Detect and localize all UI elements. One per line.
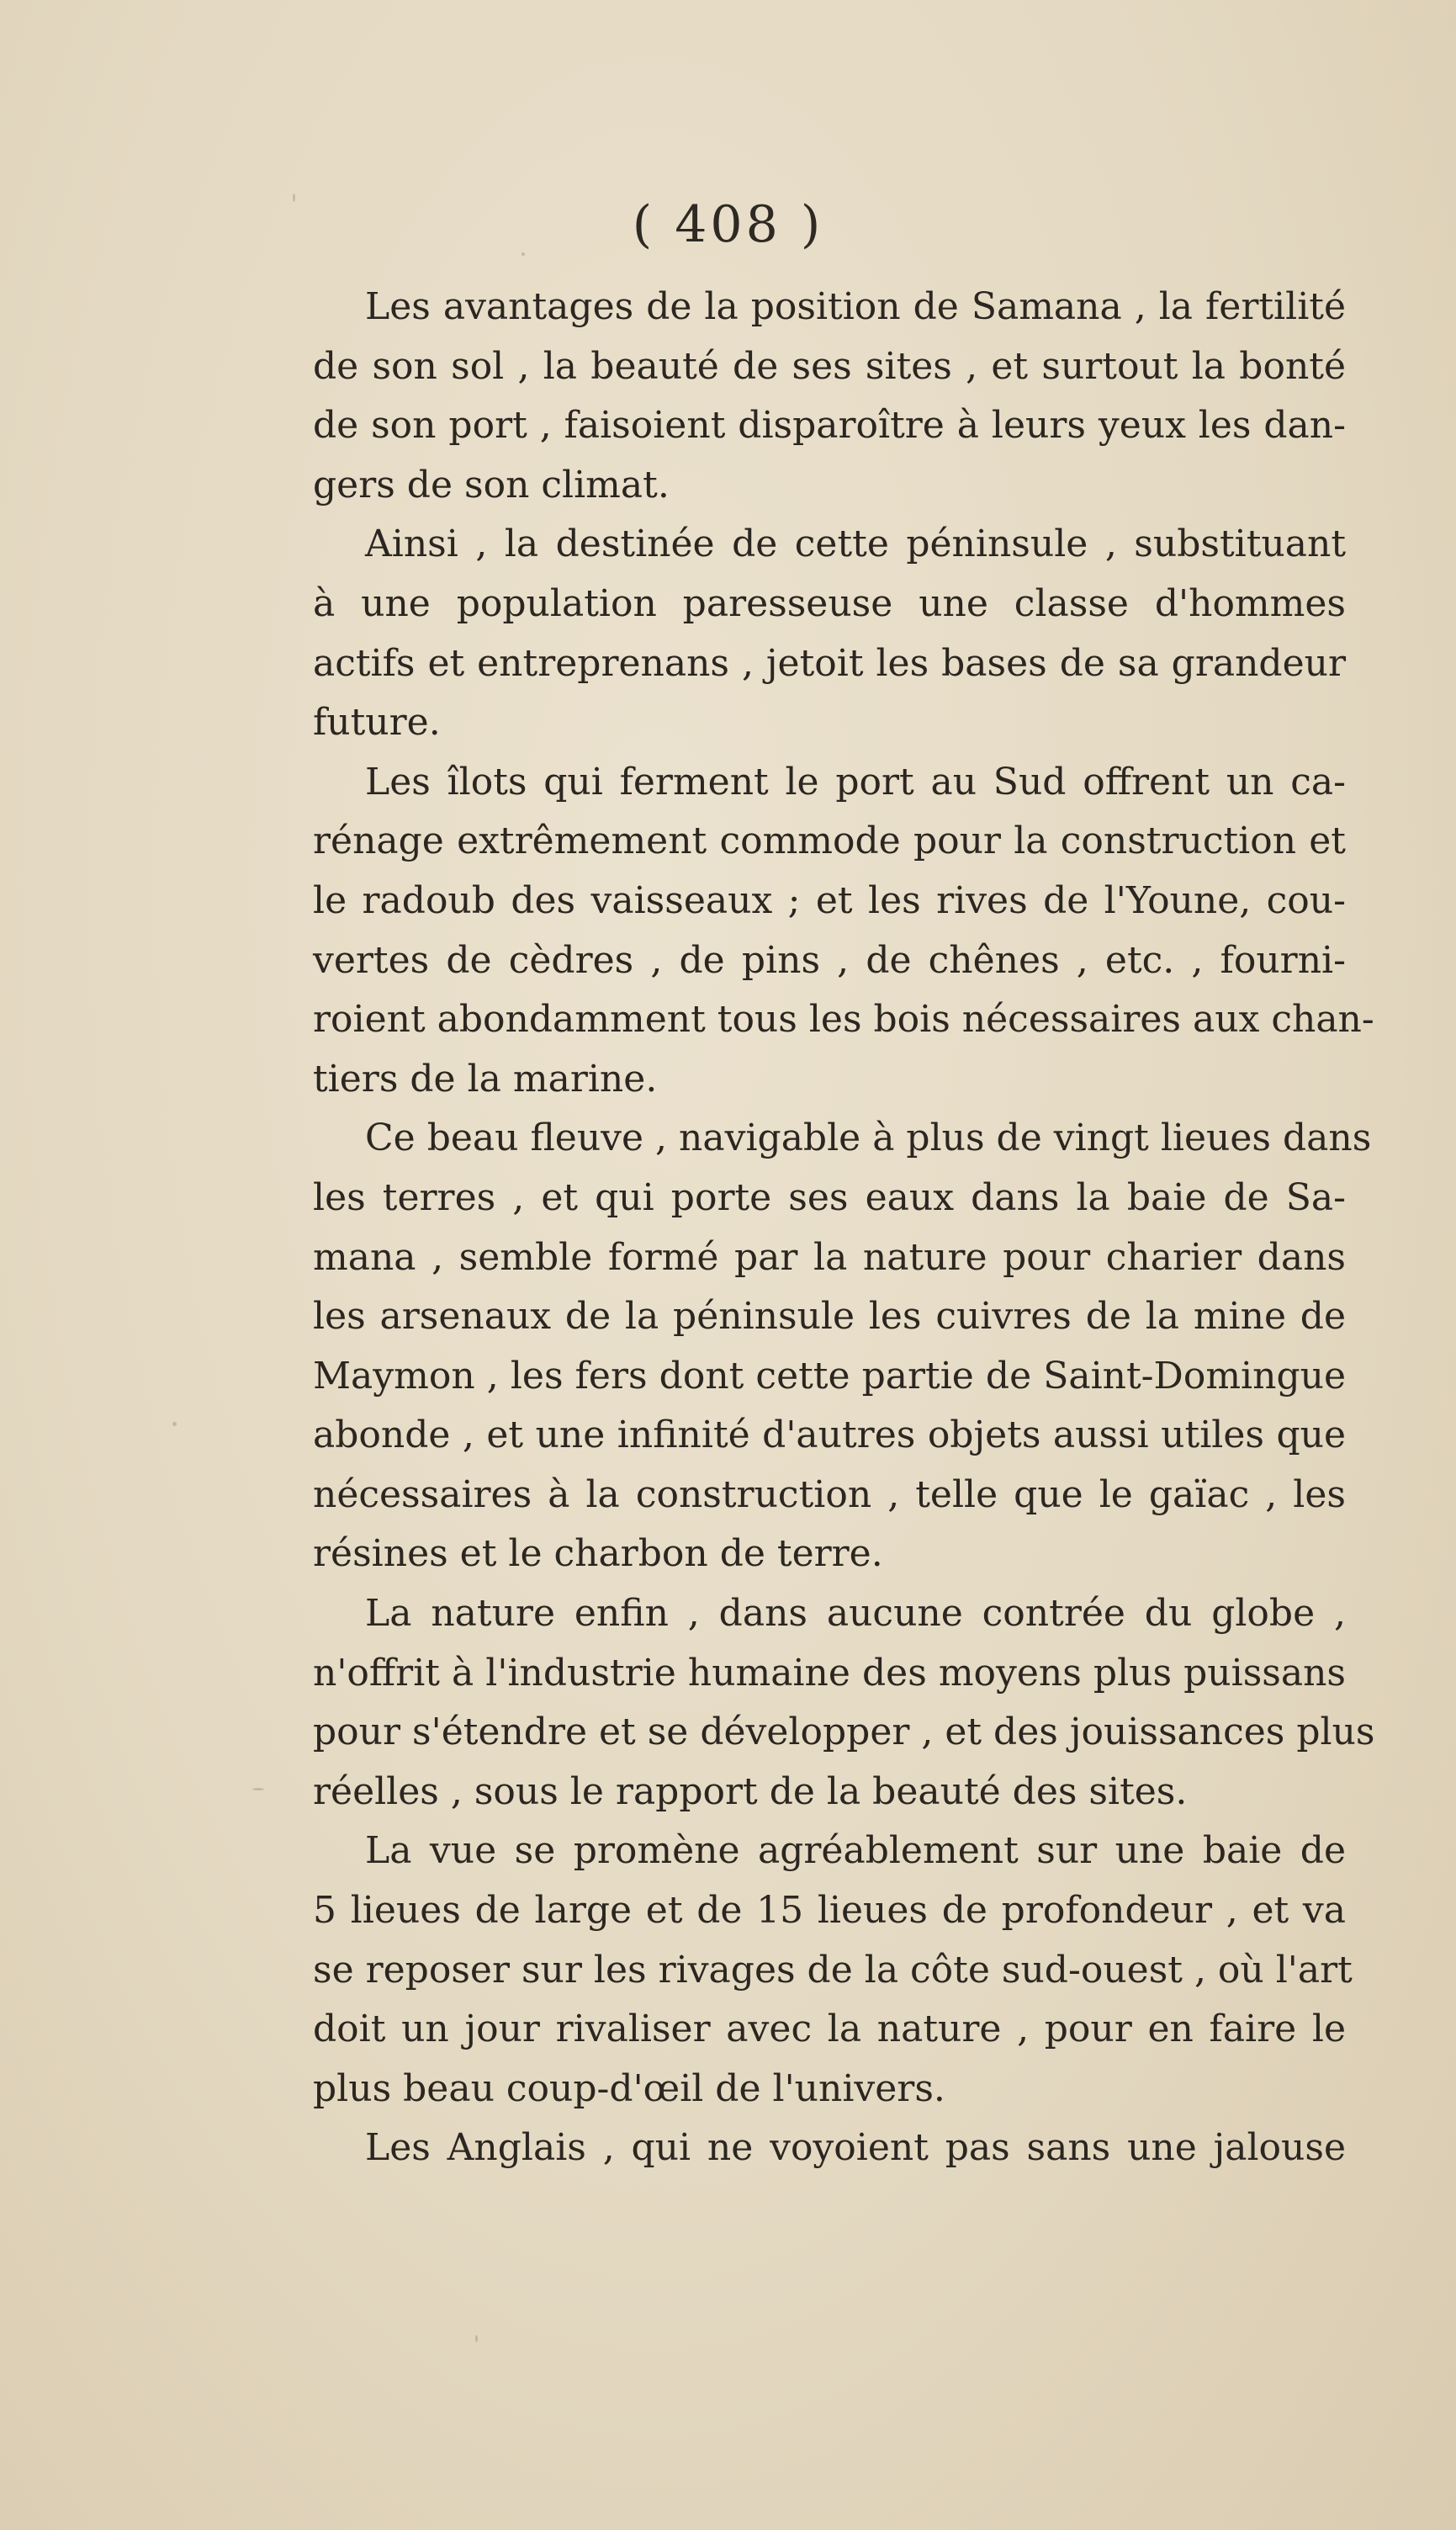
text-line: doit un jour rivaliser avec la nature , pour en faire le: [313, 2008, 1346, 2051]
text-line: 5 lieues de large et de 15 lieues de profondeur , et va: [313, 1889, 1346, 1933]
text-line: les terres , et qui porte ses eaux dans la baie de Sa-: [313, 1175, 1346, 1219]
paragraph: [313, 1822, 1353, 2119]
text-line: pour s'étendre et se développer , et des jouissances plus: [313, 1711, 1375, 1754]
text-line: La nature enfin , dans aucune contrée du globe ,: [365, 1592, 1346, 1636]
text-line: nécessaires à la construction , telle que le gaïac , les: [313, 1472, 1346, 1516]
paper-speck: [172, 1422, 177, 1426]
text-line: le radoub des vaisseaux ; et les rives de l'Youne, cou-: [313, 878, 1346, 922]
text-line: tiers de la marine.: [313, 1057, 658, 1101]
text-line: n'offrit à l'industrie humaine des moyens plus puissans: [313, 1651, 1346, 1695]
text-line: réelles , sous le rapport de la beauté des sites.: [313, 1769, 1188, 1813]
paragraph: [313, 1584, 1375, 1822]
text-line: résines et le charbon de terre.: [313, 1532, 883, 1576]
text-line: les arsenaux de la péninsule les cuivres de la mine de: [313, 1295, 1346, 1339]
paper-speck: [475, 2335, 478, 2342]
paragraph: [313, 1109, 1372, 1584]
text-line: abonde , et une infinité d'autres objets aussi utiles que: [313, 1414, 1346, 1457]
paragraph: [313, 2119, 1346, 2178]
text-line: actifs et entreprenans , jetoit les bases de sa grandeur: [313, 641, 1346, 685]
text-line: vertes de cèdres , de pins , de chênes , etc. , fourni-: [313, 938, 1346, 982]
text-line: de son port , faisoient disparoître à leurs yeux les dan-: [313, 404, 1346, 448]
text-line: roient abondamment tous les bois nécessaires aux chan-: [313, 998, 1374, 1042]
text-line: Ce beau fleuve , navigable à plus de vingt lieues dans: [365, 1116, 1372, 1160]
paper-speck: [252, 1788, 264, 1790]
text-line: Les îlots qui ferment le port au Sud offrent un ca-: [365, 760, 1346, 804]
text-line: Les Anglais , qui ne voyoient pas sans une jalouse: [365, 2126, 1346, 2170]
paragraph: [313, 753, 1374, 1110]
page-number: ( 408 ): [632, 195, 824, 254]
text-line: future.: [313, 701, 441, 745]
text-line: plus beau coup-d'œil de l'univers.: [313, 2066, 945, 2110]
text-line: rénage extrêmement commode pour la construction et: [313, 819, 1346, 863]
body-text: [313, 278, 1375, 2178]
paragraph: [313, 515, 1346, 752]
text-line: gers de son climat.: [313, 463, 670, 507]
text-line: Ainsi , la destinée de cette péninsule , substituant: [365, 522, 1346, 566]
text-line: se reposer sur les rivages de la côte sud-ouest , où l'art: [313, 1948, 1353, 1992]
text-line: La vue se promène agréablement sur une baie de: [365, 1829, 1346, 1873]
paragraph: [313, 278, 1346, 515]
text-line: de son sol , la beauté de ses sites , et surtout la bonté: [313, 344, 1346, 388]
paper-speck: [293, 194, 295, 202]
text-line: à une population paresseuse une classe d'hommes: [313, 581, 1346, 625]
paper-speck: [522, 252, 525, 256]
text-line: mana , semble formé par la nature pour charier dans: [313, 1235, 1346, 1279]
text-line: Les avantages de la position de Samana , la fertilité: [365, 285, 1346, 328]
text-line: Maymon , les fers dont cette partie de Saint-Domingue: [313, 1354, 1346, 1398]
